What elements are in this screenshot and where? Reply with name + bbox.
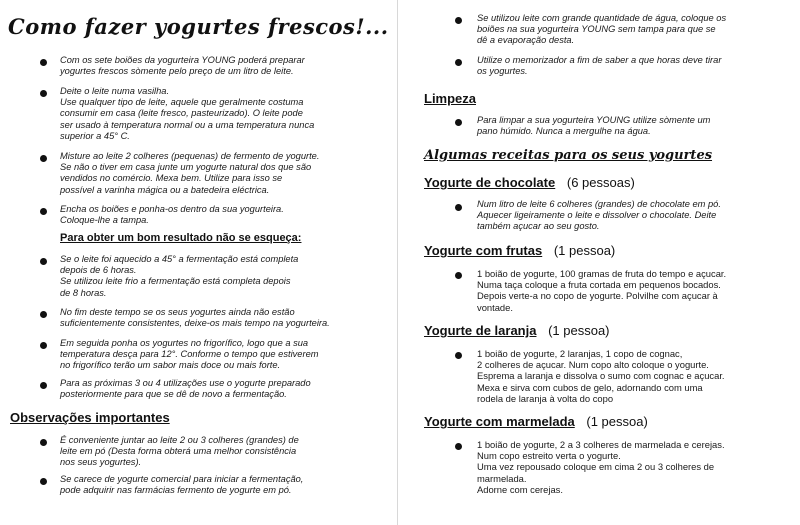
bullet-icon <box>455 352 462 359</box>
bullet-icon <box>40 478 47 485</box>
text-line: de 8 horas. <box>60 287 107 298</box>
text-line: yogurtes frescos sòmente pelo preço de um litro de leite. <box>60 66 294 77</box>
text-line: leite em pó (Desta forma obterá uma melhor consistência <box>60 446 297 457</box>
text-line: no frigorífico terão um sabor mais doce ou mais forte. <box>60 360 281 371</box>
bullet-icon <box>455 204 462 211</box>
intro-item-2 <box>60 86 380 142</box>
text-line: Deite o leite numa vasilha. <box>60 86 170 96</box>
text-line: Numa taça coloque a fruta cortada em pequenos bocados. <box>477 279 721 291</box>
left-page <box>0 0 395 525</box>
recipes-heading: Algumas receitas para os seus yogurtes <box>424 148 713 163</box>
text-line: Misture ao leite 2 colheres (pequenas) de fermento de yogurte. <box>60 151 320 161</box>
intro-item-4 <box>60 204 380 226</box>
recipe-serves: (1 pessoa) <box>586 414 648 429</box>
text-line: consumir em casa (leite fresco, pasteurizado). O leite pode <box>60 108 303 119</box>
text-line: pode adquirir nas farmácias fermento de yogurte em pó. <box>60 485 292 496</box>
text-line: 1 boião de yogurte, 2 laranjas, 1 copo de cognac, <box>477 348 683 359</box>
right-item-1 <box>477 13 787 47</box>
text-line: temperatura desça para 12°. Conforme o tempo que estiverem <box>60 349 319 360</box>
text-line: Se utilizou leite frio a fermentação está completa depois <box>60 276 291 287</box>
text-line: nos seus yogurtes). <box>60 457 142 468</box>
text-line: Para as próximas 3 ou 4 utilizações use o yogurte preparado <box>60 378 311 388</box>
text-line: Mexa e sirva com cubos de gelo, adornando com uma <box>477 381 703 393</box>
bullet-icon <box>40 342 47 349</box>
right-page <box>400 0 800 525</box>
text-line: Num copo estreito verta o yogurte. <box>477 450 621 462</box>
bullet-icon <box>40 208 47 215</box>
text-line: Aquecer ligeiramente o leite e dissolver o chocolate. Deite <box>477 210 717 221</box>
bullet-icon <box>455 272 462 279</box>
text-line: Esprema a laranja e dissolva o sumo com cognac e açucar. <box>477 370 725 382</box>
text-line: também açucar ao seu gosto. <box>477 221 600 232</box>
tip-item-2 <box>60 307 380 329</box>
bullet-icon <box>40 90 47 97</box>
text-line: dê a evaporação desta. <box>477 35 575 46</box>
bullet-icon <box>455 119 462 126</box>
text-line: posteriormente para que se dê de novo a fermentação. <box>60 389 287 400</box>
text-line: Coloque-lhe a tampa. <box>60 215 149 226</box>
text-line: Em seguida ponha os yogurtes no frigorífico, logo que a sua <box>60 338 309 348</box>
recipe-serves: (6 pessoas) <box>566 175 635 190</box>
text-line: Adorne com cerejas. <box>477 483 563 495</box>
text-line: boiões na sua yogurteira YOUNG sem tampa para que se <box>477 24 716 35</box>
recipe-body-chocolate <box>477 199 792 233</box>
text-line: depois de 6 horas. <box>60 265 137 276</box>
observation-item-1 <box>60 435 380 469</box>
recipe-name: Yogurte com marmelada <box>424 414 575 429</box>
tip-item-3 <box>60 338 380 372</box>
recipe-title-laranja <box>424 323 610 338</box>
bullet-icon <box>40 59 47 66</box>
text-line: superior a 45° C. <box>60 130 130 141</box>
text-line: Use qualquer tipo de leite, aquele que geralmente costuma <box>60 97 304 108</box>
bullet-icon <box>455 59 462 66</box>
bullet-icon <box>40 155 47 162</box>
text-line: É conveniente juntar ao leite 2 ou 3 colheres (grandes) de <box>60 435 299 445</box>
recipe-body-frutas <box>477 268 792 313</box>
text-line: Com os sete boiões da yogurteira YOUNG poderá preparar <box>60 55 305 65</box>
bullet-icon <box>40 439 47 446</box>
intro-item-3 <box>60 151 380 196</box>
recipe-serves: (1 pessoa) <box>548 323 610 338</box>
text-line: Se carece de yogurte comercial para iniciar a fermentação, <box>60 474 304 484</box>
limpeza-item <box>477 115 787 137</box>
recipe-title-frutas <box>424 243 615 258</box>
tips-heading: Para obter um bom resultado não se esqueça: <box>60 232 302 244</box>
recipe-name: Yogurte de laranja <box>424 323 537 338</box>
page-fold <box>397 0 398 525</box>
bullet-icon <box>40 311 47 318</box>
recipe-title-chocolate <box>424 175 635 190</box>
text-line: No fim deste tempo se os seus yogurtes ainda não estão <box>60 307 295 317</box>
recipe-body-laranja <box>477 348 792 404</box>
text-line: Se utilizou leite com grande quantidade de água, coloque os <box>477 13 727 23</box>
recipe-name: Yogurte com frutas <box>424 243 543 258</box>
bullet-icon <box>455 443 462 450</box>
recipe-name: Yogurte de chocolate <box>424 175 556 190</box>
observation-item-2 <box>60 474 380 496</box>
recipe-body-marmelada <box>477 439 792 495</box>
text-line: Utilize o memorizador a fim de saber a que horas deve tirar <box>477 55 722 65</box>
text-line: 1 boião de yogurte, 100 gramas de fruta do tempo e açucar. <box>477 268 727 279</box>
right-item-2 <box>477 55 787 77</box>
text-line: possível a varinha mágica ou a batedeira eléctrica. <box>60 184 270 195</box>
tip-item-1 <box>60 254 380 299</box>
bullet-icon <box>40 382 47 389</box>
text-line: 1 boião de yogurte, 2 a 3 colheres de marmelada e cerejas. <box>477 439 725 450</box>
intro-item-1 <box>60 55 380 77</box>
text-line: marmelada. <box>477 472 527 484</box>
text-line: Encha os boiões e ponha-os dentro da sua yogurteira. <box>60 204 284 214</box>
bullet-icon <box>40 258 47 265</box>
text-line: suficientemente consistentes, deixe-os mais tempo na yogurteira. <box>60 318 330 329</box>
limpeza-heading: Limpeza <box>424 91 477 106</box>
recipe-title-marmelada <box>424 414 648 429</box>
bullet-icon <box>455 17 462 24</box>
text-line: Uma vez repousado coloque em cima 2 ou 3 colheres de <box>477 461 715 473</box>
observations-heading: Observações importantes <box>10 410 170 425</box>
page-title: Como fazer yogurtes frescos!... <box>8 14 389 39</box>
recipe-serves: (1 pessoa) <box>553 243 616 258</box>
text-line: Se o leite foi aquecido a 45° a fermentação está completa <box>60 254 299 264</box>
text-line: vontade. <box>477 301 513 313</box>
text-line: 2 colheres de açucar. Num copo alto coloque o yogurte. <box>477 359 709 371</box>
text-line: ser usado à temperatura normal ou a uma temperatura nunca <box>60 119 315 130</box>
text-line: Para limpar a sua yogurteira YOUNG utilize sòmente um <box>477 115 711 125</box>
text-line: Depois verte-a no copo de yogurte. Polvilhe com açucar à <box>477 290 718 302</box>
text-line: pano húmido. Nunca a mergulhe na água. <box>477 126 651 137</box>
text-line: Se não o tiver em casa junte um yogurte natural dos que são <box>60 162 312 173</box>
text-line: vendidos no comércio. Mexa bem. Utilize para isso se <box>60 173 283 184</box>
tip-item-4 <box>60 378 380 400</box>
text-line: Num litro de leite 6 colheres (grandes) de chocolate em pó. <box>477 199 721 209</box>
text-line: os yogurtes. <box>477 66 528 77</box>
text-line: rodela de laranja à volta do copo <box>477 392 614 404</box>
